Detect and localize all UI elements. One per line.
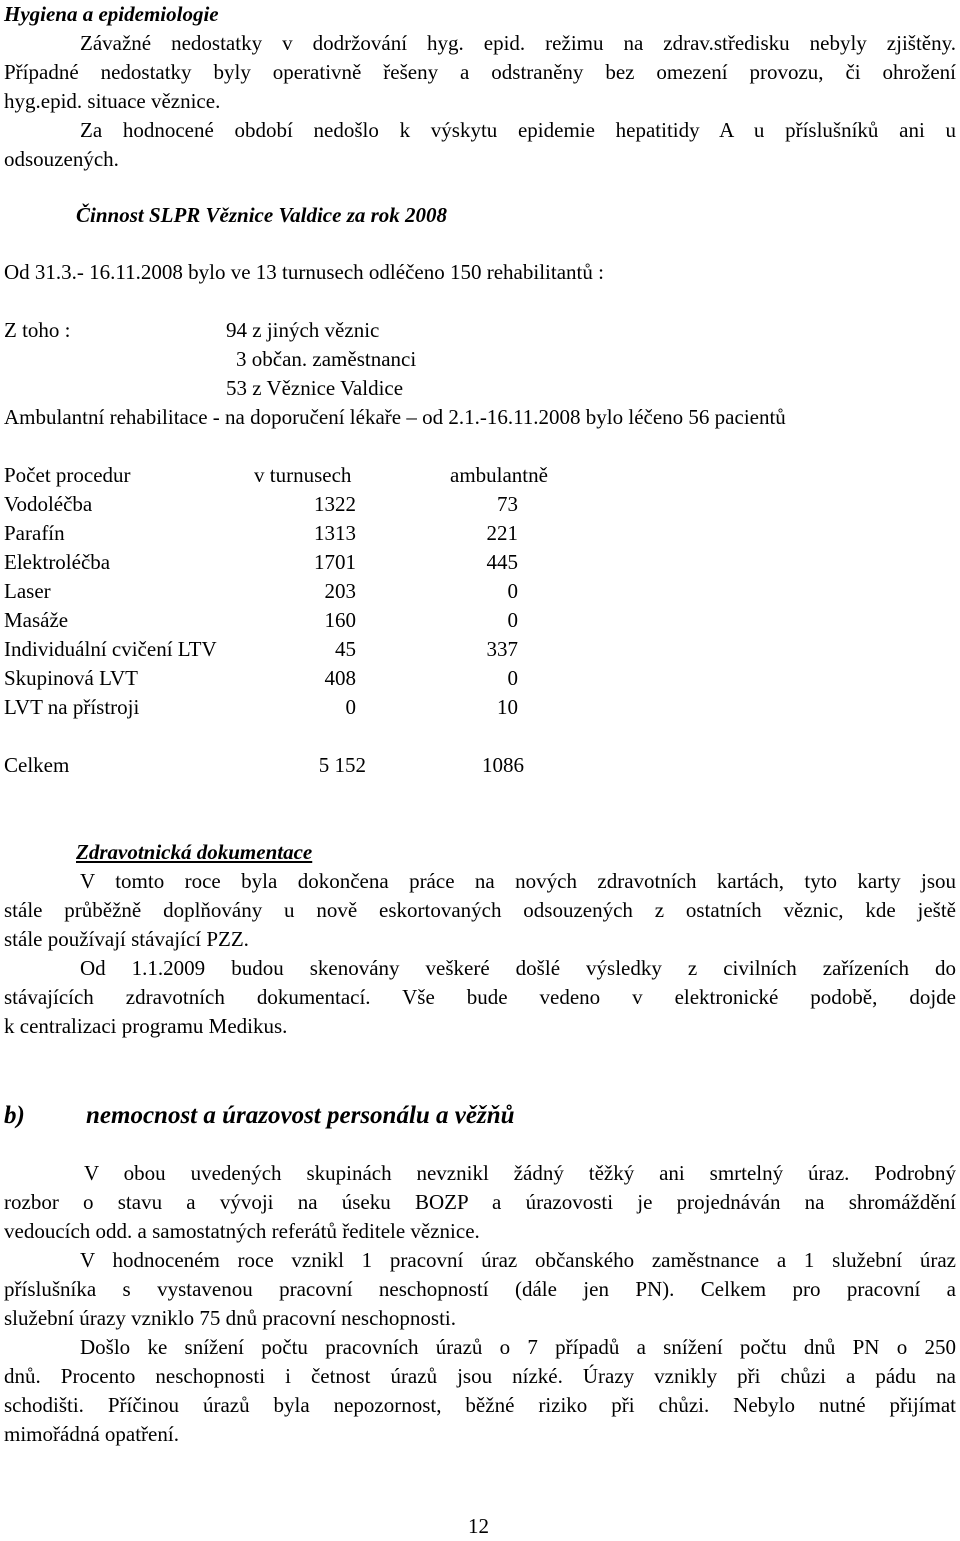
section-b-letter: b) [4, 1102, 25, 1129]
procedure-name: Skupinová LVT [4, 666, 138, 690]
ambulant-count: 0 [507, 666, 518, 690]
ambulant-text: Ambulantní rehabilitace - na doporučení lékaře – od 2.1.-16.11.2008 bylo léčeno 56 pacientů [4, 405, 786, 429]
table-row [4, 519, 564, 548]
table-row [4, 635, 564, 664]
text-line: služební úrazy vzniklo 75 dnů pracovní neschopnosti. [4, 1306, 456, 1330]
section-b-paragraph-2 [4, 1246, 956, 1333]
procedure-name: LVT na přístroji [4, 695, 140, 719]
text-line: příslušníka s vystavenou pracovní neschopností (dále jen PN). Celkem pro pracovní a [4, 1277, 956, 1301]
turnus-count: 1701 [314, 550, 356, 574]
hygiene-heading: Hygiena a epidemiologie [4, 2, 219, 26]
turnus-count: 1322 [314, 492, 356, 516]
text-line: k centralizaci programu Medikus. [4, 1014, 288, 1038]
table-header-ambulant: ambulantně [450, 463, 548, 487]
text-line: V hodnoceném roce vznikl 1 pracovní úraz občanského zaměstnance a 1 služební úraz [80, 1248, 956, 1272]
total-label: Celkem [4, 753, 70, 777]
turnus-count: 1313 [314, 521, 356, 545]
table-row [4, 606, 564, 635]
table-header-procedures: Počet procedur [4, 463, 131, 487]
table-row [4, 577, 564, 606]
procedure-name: Masáže [4, 608, 69, 632]
page-number: 12 [468, 1514, 489, 1538]
total-ambulant: 1086 [482, 753, 524, 777]
turnus-count: 0 [345, 695, 356, 719]
procedure-name: Individuální cvičení LTV [4, 637, 217, 661]
turnus-count: 203 [324, 579, 356, 603]
ambulant-count: 445 [486, 550, 518, 574]
text-line: mimořádná opatření. [4, 1422, 179, 1446]
table-row [4, 664, 564, 693]
table-row [4, 490, 564, 519]
ambulant-count: 0 [507, 579, 518, 603]
slpr-heading: Činnost SLPR Věznice Valdice za rok 2008 [76, 203, 448, 227]
text-line: dnů. Procento neschopnosti i četnost úrazů jsou nízké. Úrazy vznikly při chůzi a pádu na [4, 1364, 956, 1388]
docs-paragraph-1 [4, 867, 956, 954]
table-row [4, 693, 564, 722]
ambulant-count: 10 [497, 695, 518, 719]
table-row [4, 548, 564, 577]
procedure-name: Laser [4, 579, 51, 603]
procedure-name: Parafín [4, 521, 65, 545]
section-b-heading: nemocnost a úrazovost personálu a věžňů [86, 1102, 515, 1129]
section-b-paragraph-1 [4, 1159, 956, 1246]
text-line: Došlo ke snížení počtu pracovních úrazů o 7 případů a snížení počtu dnů PN o 250 [80, 1335, 956, 1359]
of-which-item: 94 z jiných věznic [226, 318, 380, 342]
of-which-item: 3 občan. zaměstnanci [236, 347, 417, 371]
table-header-turnus: v turnusech [254, 463, 352, 487]
total-turnus: 5 152 [318, 753, 366, 777]
docs-heading: Zdravotnická dokumentace [76, 840, 313, 864]
of-which-item: 53 z Věznice Valdice [226, 376, 404, 400]
ambulant-count: 221 [486, 521, 518, 545]
section-b-paragraph-3 [4, 1333, 956, 1449]
docs-paragraph-2 [4, 954, 956, 1041]
of-which-label: Z toho : [4, 318, 71, 342]
ambulant-count: 0 [507, 608, 518, 632]
text-line: rozbor o stavu a vývoji na úseku BOZP a úrazovosti je projednáván na shromáždění [4, 1190, 956, 1214]
text-line: Za hodnocené období nedošlo k výskytu epidemie hepatitidy A u příslušníků ani u [80, 118, 956, 142]
text-line: V tomto roce byla dokončena práce na nových zdravotních kartách, tyto karty jsou [80, 869, 956, 893]
text-line: odsouzených. [4, 147, 119, 171]
text-line: V obou uvedených skupinách nevznikl žádný těžký ani smrtelný úraz. Podrobný [84, 1161, 956, 1185]
turnus-count: 408 [324, 666, 356, 690]
text-line: vedoucích odd. a samostatných referátů ředitele věznice. [4, 1219, 480, 1243]
turnus-count: 45 [335, 637, 356, 661]
text-line: stále používají stávající PZZ. [4, 927, 249, 951]
ambulant-count: 337 [486, 637, 518, 661]
text-line: stále průběžně doplňovány u nově eskortovaných odsouzených z ostatních věznic, kde ještě [4, 898, 956, 922]
table-total-row [4, 751, 564, 780]
hygiene-paragraph-2 [4, 116, 956, 174]
text-line: Případné nedostatky byly operativně řešeny a odstraněny bez omezení provozu, či ohrožení [4, 60, 956, 84]
procedure-name: Elektroléčba [4, 550, 111, 574]
hygiene-paragraph-1 [4, 29, 956, 116]
text-line: stávajících zdravotních dokumentací. Vše bude vedeno v elektronické podobě, dojde [4, 985, 956, 1009]
ambulant-count: 73 [497, 492, 518, 516]
text-line: schodišti. Příčinou úrazů byla nepozornost, běžné riziko při chůzi. Nebylo nutné přijímat [4, 1393, 956, 1417]
text-line: Závažné nedostatky v dodržování hyg. epid. režimu na zdrav.středisku nebyly zjištěny. [80, 31, 956, 55]
slpr-summary: Od 31.3.- 16.11.2008 bylo ve 13 turnusech odléčeno 150 rehabilitantů : [4, 260, 604, 284]
text-line: hyg.epid. situace věznice. [4, 89, 221, 113]
turnus-count: 160 [324, 608, 356, 632]
text-line: Od 1.1.2009 budou skenovány veškeré došlé výsledky z civilních zařízeních do [80, 956, 956, 980]
procedure-name: Vodoléčba [4, 492, 93, 516]
